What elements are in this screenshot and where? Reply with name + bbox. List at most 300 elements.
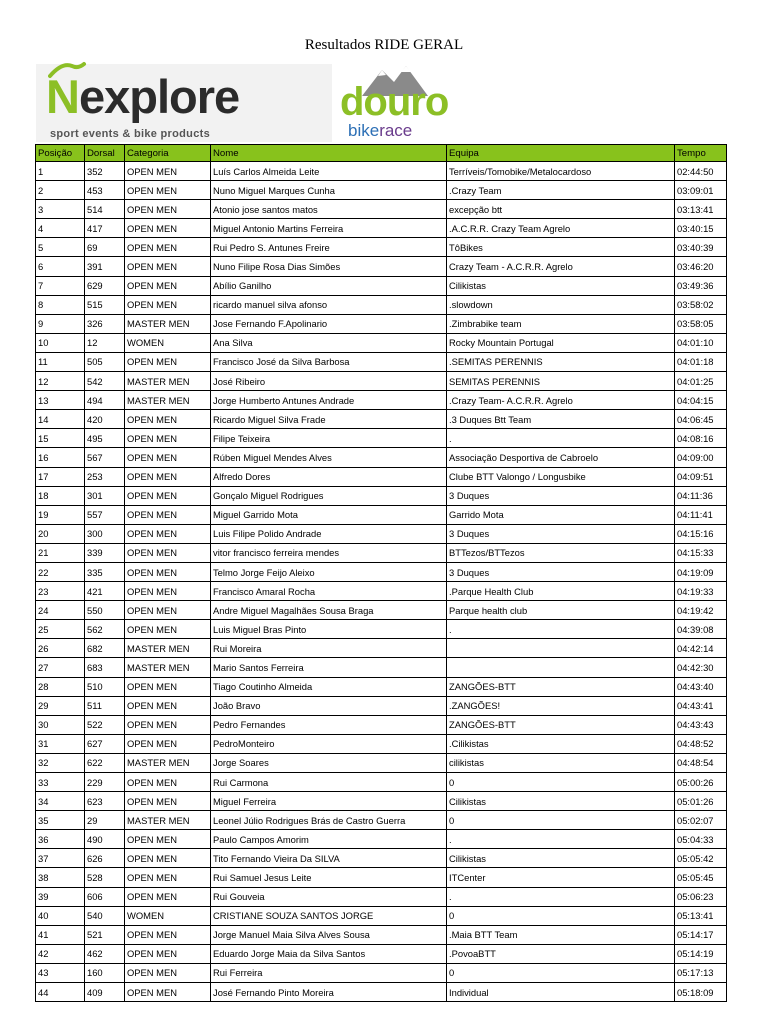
posicao-cell: 36 [36, 830, 85, 849]
categoria-cell: OPEN MEN [125, 295, 211, 314]
nome-cell: Jorge Manuel Maia Silva Alves Sousa [211, 925, 447, 944]
tempo-cell: 04:39:08 [675, 620, 727, 639]
nome-cell: Paulo Campos Amorim [211, 830, 447, 849]
table-row [36, 620, 727, 639]
nome-cell: Atonio jose santos matos [211, 200, 447, 219]
table-row [36, 983, 727, 1002]
categoria-cell: OPEN MEN [125, 238, 211, 257]
nome-cell: Jorge Soares [211, 753, 447, 772]
nome-cell: Rui Carmona [211, 773, 447, 792]
nome-cell: Tiago Coutinho Almeida [211, 677, 447, 696]
tempo-cell: 04:43:40 [675, 677, 727, 696]
categoria-cell: OPEN MEN [125, 200, 211, 219]
equipa-cell: .ZANGÕES! [447, 696, 675, 715]
categoria-cell: WOMEN [125, 333, 211, 352]
table-row [36, 524, 727, 543]
posicao-cell: 12 [36, 372, 85, 391]
tempo-cell: 05:06:23 [675, 887, 727, 906]
tempo-cell: 03:58:05 [675, 314, 727, 333]
dorsal-cell: 391 [85, 257, 125, 276]
dorsal-cell: 409 [85, 983, 125, 1002]
dorsal-cell: 683 [85, 658, 125, 677]
equipa-cell: Clube BTT Valongo / Longusbike [447, 467, 675, 486]
equipa-cell: .slowdown [447, 295, 675, 314]
table-row [36, 963, 727, 982]
equipa-cell: ZANGÕES-BTT [447, 677, 675, 696]
categoria-cell: OPEN MEN [125, 410, 211, 429]
table-row [36, 543, 727, 562]
posicao-cell: 25 [36, 620, 85, 639]
categoria-cell: OPEN MEN [125, 429, 211, 448]
posicao-cell: 31 [36, 734, 85, 753]
nome-cell: CRISTIANE SOUZA SANTOS JORGE [211, 906, 447, 925]
tempo-cell: 05:17:13 [675, 963, 727, 982]
equipa-cell: Cilikistas [447, 276, 675, 295]
categoria-cell: OPEN MEN [125, 219, 211, 238]
table-row [36, 505, 727, 524]
table-row [36, 200, 727, 219]
nome-cell: Rui Samuel Jesus Leite [211, 868, 447, 887]
header-dorsal: Dorsal [85, 145, 125, 162]
dorsal-cell: 339 [85, 543, 125, 562]
tempo-cell: 05:05:45 [675, 868, 727, 887]
categoria-cell: OPEN MEN [125, 734, 211, 753]
equipa-cell: . [447, 620, 675, 639]
posicao-cell: 40 [36, 906, 85, 925]
dorsal-cell: 528 [85, 868, 125, 887]
tempo-cell: 03:40:15 [675, 219, 727, 238]
dorsal-cell: 562 [85, 620, 125, 639]
nome-cell: Nuno Filipe Rosa Dias Simões [211, 257, 447, 276]
equipa-cell: SEMITAS PERENNIS [447, 372, 675, 391]
posicao-cell: 17 [36, 467, 85, 486]
categoria-cell: WOMEN [125, 906, 211, 925]
tempo-cell: 03:09:01 [675, 181, 727, 200]
dorsal-cell: 421 [85, 582, 125, 601]
dorsal-cell: 606 [85, 887, 125, 906]
dorsal-cell: 682 [85, 639, 125, 658]
dorsal-cell: 495 [85, 429, 125, 448]
dorsal-cell: 515 [85, 295, 125, 314]
equipa-cell: Garrido Mota [447, 505, 675, 524]
nome-cell: Mario Santos Ferreira [211, 658, 447, 677]
nome-cell: Gonçalo Miguel Rodrigues [211, 486, 447, 505]
dorsal-cell: 326 [85, 314, 125, 333]
nome-cell: Miguel Garrido Mota [211, 505, 447, 524]
posicao-cell: 15 [36, 429, 85, 448]
table-row [36, 562, 727, 581]
nome-cell: PedroMonteiro [211, 734, 447, 753]
dorsal-cell: 567 [85, 448, 125, 467]
tempo-cell: 04:15:33 [675, 543, 727, 562]
posicao-cell: 43 [36, 963, 85, 982]
equipa-cell: .3 Duques Btt Team [447, 410, 675, 429]
equipa-cell: .SEMITAS PERENNIS [447, 352, 675, 371]
table-row [36, 849, 727, 868]
posicao-cell: 10 [36, 333, 85, 352]
table-row [36, 906, 727, 925]
posicao-cell: 30 [36, 715, 85, 734]
logo-area [36, 60, 736, 142]
posicao-cell: 41 [36, 925, 85, 944]
equipa-cell: 3 Duques [447, 486, 675, 505]
dorsal-cell: 505 [85, 352, 125, 371]
posicao-cell: 38 [36, 868, 85, 887]
table-row [36, 181, 727, 200]
tempo-cell: 04:08:16 [675, 429, 727, 448]
dorsal-cell: 462 [85, 944, 125, 963]
nome-cell: Francisco Amaral Rocha [211, 582, 447, 601]
tempo-cell: 03:40:39 [675, 238, 727, 257]
categoria-cell: OPEN MEN [125, 925, 211, 944]
equipa-cell: Crazy Team - A.C.R.R. Agrelo [447, 257, 675, 276]
table-row [36, 830, 727, 849]
posicao-cell: 39 [36, 887, 85, 906]
table-row [36, 792, 727, 811]
table-row [36, 925, 727, 944]
nome-cell: Abílio Ganilho [211, 276, 447, 295]
table-row [36, 448, 727, 467]
categoria-cell: OPEN MEN [125, 582, 211, 601]
header-nome: Nome [211, 145, 447, 162]
categoria-cell: OPEN MEN [125, 887, 211, 906]
categoria-cell: OPEN MEN [125, 983, 211, 1002]
dorsal-cell: 494 [85, 391, 125, 410]
posicao-cell: 37 [36, 849, 85, 868]
dorsal-cell: 550 [85, 601, 125, 620]
equipa-cell: 3 Duques [447, 562, 675, 581]
posicao-cell: 19 [36, 505, 85, 524]
nome-cell: José Ribeiro [211, 372, 447, 391]
posicao-cell: 18 [36, 486, 85, 505]
posicao-cell: 4 [36, 219, 85, 238]
dorsal-cell: 253 [85, 467, 125, 486]
table-row [36, 333, 727, 352]
table-row [36, 162, 727, 181]
categoria-cell: OPEN MEN [125, 162, 211, 181]
equipa-cell: ZANGÕES-BTT [447, 715, 675, 734]
table-row [36, 257, 727, 276]
tempo-cell: 04:01:18 [675, 352, 727, 371]
equipa-cell: excepção btt [447, 200, 675, 219]
equipa-cell [447, 639, 675, 658]
posicao-cell: 28 [36, 677, 85, 696]
nome-cell: Ricardo Miguel Silva Frade [211, 410, 447, 429]
nome-cell: Rui Pedro S. Antunes Freire [211, 238, 447, 257]
categoria-cell: OPEN MEN [125, 620, 211, 639]
categoria-cell: OPEN MEN [125, 868, 211, 887]
equipa-cell: BTTezos/BTTezos [447, 543, 675, 562]
nome-cell: Eduardo Jorge Maia da Silva Santos [211, 944, 447, 963]
dorsal-cell: 622 [85, 753, 125, 772]
posicao-cell: 33 [36, 773, 85, 792]
tempo-cell: 04:04:15 [675, 391, 727, 410]
equipa-cell: 0 [447, 906, 675, 925]
table-row [36, 467, 727, 486]
posicao-cell: 44 [36, 983, 85, 1002]
table-row [36, 773, 727, 792]
nome-cell: Luis Filipe Polido Andrade [211, 524, 447, 543]
dorsal-cell: 490 [85, 830, 125, 849]
categoria-cell: OPEN MEN [125, 467, 211, 486]
nome-cell: Jose Fernando F.Apolinario [211, 314, 447, 333]
dorsal-cell: 514 [85, 200, 125, 219]
categoria-cell: OPEN MEN [125, 257, 211, 276]
equipa-cell: .Cilikistas [447, 734, 675, 753]
tempo-cell: 05:00:26 [675, 773, 727, 792]
tempo-cell: 04:11:41 [675, 505, 727, 524]
categoria-cell: OPEN MEN [125, 543, 211, 562]
tempo-cell: 05:14:17 [675, 925, 727, 944]
equipa-cell: 0 [447, 963, 675, 982]
posicao-cell: 32 [36, 753, 85, 772]
dorsal-cell: 300 [85, 524, 125, 543]
nome-cell: Telmo Jorge Feijo Aleixo [211, 562, 447, 581]
dorsal-cell: 335 [85, 562, 125, 581]
tempo-cell: 04:09:51 [675, 467, 727, 486]
nome-cell: Francisco José da Silva Barbosa [211, 352, 447, 371]
dorsal-cell: 540 [85, 906, 125, 925]
categoria-cell: OPEN MEN [125, 773, 211, 792]
tempo-cell: 03:46:20 [675, 257, 727, 276]
equipa-cell: Individual [447, 983, 675, 1002]
tempo-cell: 05:18:09 [675, 983, 727, 1002]
table-row [36, 887, 727, 906]
table-row [36, 696, 727, 715]
categoria-cell: OPEN MEN [125, 181, 211, 200]
table-row [36, 486, 727, 505]
tempo-cell: 03:49:36 [675, 276, 727, 295]
equipa-cell: 0 [447, 811, 675, 830]
tempo-cell: 04:09:00 [675, 448, 727, 467]
table-row [36, 391, 727, 410]
dorsal-cell: 301 [85, 486, 125, 505]
categoria-cell: OPEN MEN [125, 352, 211, 371]
categoria-cell: OPEN MEN [125, 486, 211, 505]
table-row [36, 734, 727, 753]
tempo-cell: 04:48:52 [675, 734, 727, 753]
nome-cell: Miguel Antonio Martins Ferreira [211, 219, 447, 238]
posicao-cell: 11 [36, 352, 85, 371]
equipa-cell: Cilikistas [447, 792, 675, 811]
tempo-cell: 05:13:41 [675, 906, 727, 925]
douro-bikerace-logo [336, 62, 500, 142]
tempo-cell: 03:13:41 [675, 200, 727, 219]
dorsal-cell: 623 [85, 792, 125, 811]
categoria-cell: OPEN MEN [125, 524, 211, 543]
equipa-cell: . [447, 887, 675, 906]
tempo-cell: 04:01:25 [675, 372, 727, 391]
categoria-cell: MASTER MEN [125, 372, 211, 391]
nome-cell: José Fernando Pinto Moreira [211, 983, 447, 1002]
categoria-cell: OPEN MEN [125, 849, 211, 868]
dorsal-cell: 510 [85, 677, 125, 696]
tempo-cell: 04:19:09 [675, 562, 727, 581]
equipa-cell: Terríveis/Tomobike/Metalocardoso [447, 162, 675, 181]
dorsal-cell: 557 [85, 505, 125, 524]
equipa-cell: . [447, 429, 675, 448]
posicao-cell: 27 [36, 658, 85, 677]
categoria-cell: OPEN MEN [125, 505, 211, 524]
categoria-cell: OPEN MEN [125, 601, 211, 620]
table-row [36, 715, 727, 734]
categoria-cell: OPEN MEN [125, 792, 211, 811]
header-equipa: Equipa [447, 145, 675, 162]
tempo-cell: 04:43:43 [675, 715, 727, 734]
nome-cell: Tito Fernando Vieira Da SILVA [211, 849, 447, 868]
table-row [36, 639, 727, 658]
equipa-cell: Rocky Mountain Portugal [447, 333, 675, 352]
header-categoria: Categoria [125, 145, 211, 162]
categoria-cell: OPEN MEN [125, 677, 211, 696]
table-row [36, 582, 727, 601]
equipa-cell: Cilikistas [447, 849, 675, 868]
tempo-cell: 04:11:36 [675, 486, 727, 505]
categoria-cell: OPEN MEN [125, 696, 211, 715]
categoria-cell: MASTER MEN [125, 753, 211, 772]
nome-cell: ricardo manuel silva afonso [211, 295, 447, 314]
dorsal-cell: 629 [85, 276, 125, 295]
nexplore-wordmark: Nexplore [46, 70, 240, 123]
table-row [36, 295, 727, 314]
categoria-cell: MASTER MEN [125, 391, 211, 410]
tempo-cell: 05:02:07 [675, 811, 727, 830]
categoria-cell: OPEN MEN [125, 562, 211, 581]
posicao-cell: 6 [36, 257, 85, 276]
nexplore-logo [36, 64, 332, 142]
equipa-cell: .Maia BTT Team [447, 925, 675, 944]
nome-cell: João Bravo [211, 696, 447, 715]
dorsal-cell: 229 [85, 773, 125, 792]
posicao-cell: 22 [36, 562, 85, 581]
posicao-cell: 20 [36, 524, 85, 543]
tempo-cell: 05:01:26 [675, 792, 727, 811]
table-row [36, 944, 727, 963]
equipa-cell: Parque health club [447, 601, 675, 620]
equipa-cell: .Crazy Team- A.C.R.R. Agrelo [447, 391, 675, 410]
equipa-cell: 0 [447, 773, 675, 792]
table-row [36, 276, 727, 295]
table-row [36, 410, 727, 429]
table-row [36, 352, 727, 371]
results-body [36, 162, 727, 1002]
posicao-cell: 13 [36, 391, 85, 410]
equipa-cell: TôBikes [447, 238, 675, 257]
dorsal-cell: 627 [85, 734, 125, 753]
posicao-cell: 26 [36, 639, 85, 658]
nome-cell: Luis Miguel Bras Pinto [211, 620, 447, 639]
table-row [36, 868, 727, 887]
nome-cell: Rui Gouveia [211, 887, 447, 906]
equipa-cell: cilikistas [447, 753, 675, 772]
equipa-cell: .A.C.R.R. Crazy Team Agrelo [447, 219, 675, 238]
posicao-cell: 9 [36, 314, 85, 333]
table-row [36, 429, 727, 448]
dorsal-cell: 511 [85, 696, 125, 715]
posicao-cell: 16 [36, 448, 85, 467]
posicao-cell: 8 [36, 295, 85, 314]
equipa-cell [447, 658, 675, 677]
categoria-cell: MASTER MEN [125, 314, 211, 333]
tempo-cell: 02:44:50 [675, 162, 727, 181]
dorsal-cell: 29 [85, 811, 125, 830]
categoria-cell: OPEN MEN [125, 944, 211, 963]
nome-cell: vitor francisco ferreira mendes [211, 543, 447, 562]
dorsal-cell: 626 [85, 849, 125, 868]
dorsal-cell: 69 [85, 238, 125, 257]
dorsal-cell: 417 [85, 219, 125, 238]
nome-cell: Filipe Teixeira [211, 429, 447, 448]
tempo-cell: 05:14:19 [675, 944, 727, 963]
table-row [36, 219, 727, 238]
equipa-cell: .Parque Health Club [447, 582, 675, 601]
header-tempo: Tempo [675, 145, 727, 162]
nome-cell: Andre Miguel Magalhães Sousa Braga [211, 601, 447, 620]
page-title: Resultados RIDE GERAL [304, 37, 464, 53]
posicao-cell: 21 [36, 543, 85, 562]
tempo-cell: 05:05:42 [675, 849, 727, 868]
tempo-cell: 04:15:16 [675, 524, 727, 543]
table-row [36, 811, 727, 830]
nexplore-tagline: sport events & bike products [50, 128, 210, 140]
equipa-cell: 3 Duques [447, 524, 675, 543]
categoria-cell: MASTER MEN [125, 639, 211, 658]
nome-cell: Alfredo Dores [211, 467, 447, 486]
posicao-cell: 3 [36, 200, 85, 219]
posicao-cell: 1 [36, 162, 85, 181]
equipa-cell: Associação Desportiva de Cabroelo [447, 448, 675, 467]
dorsal-cell: 160 [85, 963, 125, 982]
bikerace-wordmark: bikerace [348, 121, 413, 140]
equipa-cell: .Crazy Team [447, 181, 675, 200]
tempo-cell: 04:19:33 [675, 582, 727, 601]
equipa-cell: ITCenter [447, 868, 675, 887]
equipa-cell: . [447, 830, 675, 849]
tempo-cell: 03:58:02 [675, 295, 727, 314]
tempo-cell: 04:42:14 [675, 639, 727, 658]
categoria-cell: OPEN MEN [125, 276, 211, 295]
dorsal-cell: 12 [85, 333, 125, 352]
categoria-cell: MASTER MEN [125, 658, 211, 677]
table-header-row [36, 145, 727, 162]
dorsal-cell: 521 [85, 925, 125, 944]
posicao-cell: 42 [36, 944, 85, 963]
posicao-cell: 7 [36, 276, 85, 295]
nome-cell: Rui Ferreira [211, 963, 447, 982]
dorsal-cell: 522 [85, 715, 125, 734]
table-row [36, 658, 727, 677]
categoria-cell: OPEN MEN [125, 448, 211, 467]
results-table [35, 144, 727, 1002]
nome-cell: Rúben Miguel Mendes Alves [211, 448, 447, 467]
header-posicao: Posição [36, 145, 85, 162]
posicao-cell: 29 [36, 696, 85, 715]
posicao-cell: 24 [36, 601, 85, 620]
tempo-cell: 04:48:54 [675, 753, 727, 772]
dorsal-cell: 453 [85, 181, 125, 200]
tempo-cell: 04:42:30 [675, 658, 727, 677]
table-row [36, 753, 727, 772]
dorsal-cell: 542 [85, 372, 125, 391]
equipa-cell: .Zimbrabike team [447, 314, 675, 333]
categoria-cell: OPEN MEN [125, 963, 211, 982]
equipa-cell: .PovoaBTT [447, 944, 675, 963]
table-row [36, 238, 727, 257]
nome-cell: Miguel Ferreira [211, 792, 447, 811]
categoria-cell: OPEN MEN [125, 830, 211, 849]
douro-wordmark: douro [340, 80, 449, 124]
nome-cell: Pedro Fernandes [211, 715, 447, 734]
